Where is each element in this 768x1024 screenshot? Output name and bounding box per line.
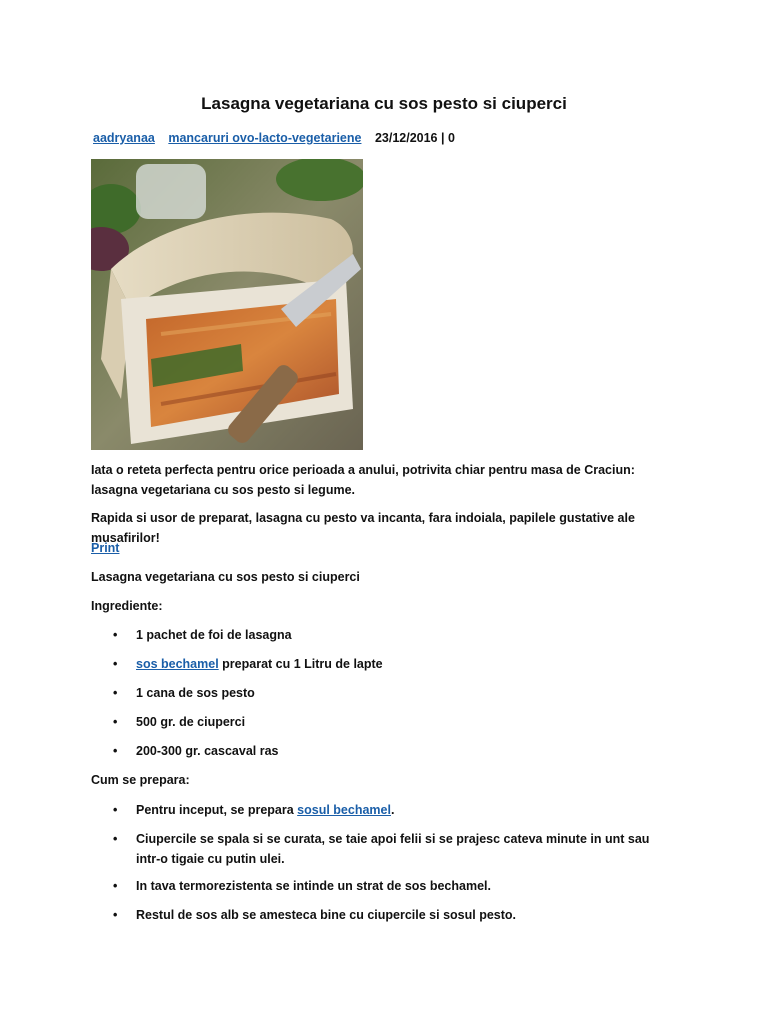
bullet: • [113, 832, 118, 846]
method-heading: Cum se prepara: [91, 773, 190, 787]
ingredient-text: 1 cana de sos pesto [136, 686, 255, 700]
step-text-end: . [390, 803, 395, 817]
meta-separator: | [441, 131, 445, 145]
sosul-bechamel-link[interactable]: sosul bechamel [297, 803, 391, 817]
bullet: • [113, 744, 118, 758]
tagline-paragraph: Rapida si usor de preparat, lasagna cu pesto va incanta, fara indoiala, papilele gustative ale musafirilor! [91, 511, 635, 545]
category-link[interactable]: mancaruri ovo-lacto-vegetariene [168, 131, 362, 145]
recipe-title: Lasagna vegetariana cu sos pesto si ciuperci [91, 570, 360, 584]
sos-bechamel-link[interactable]: sos bechamel [136, 657, 219, 671]
author-link[interactable]: aadryanaa [93, 131, 155, 145]
bullet: • [113, 879, 118, 893]
print-link[interactable]: Print [91, 541, 120, 555]
ingredient-text: preparat cu 1 Litru de lapte [218, 657, 383, 671]
step-text: Pentru inceput, se prepara [136, 803, 298, 817]
ingredient-text: 500 gr. de ciuperci [136, 715, 246, 729]
lasagna-photo [91, 159, 363, 450]
bullet: • [113, 803, 118, 817]
step-text: Restul de sos alb se amesteca bine cu ciupercile si sosul pesto. [136, 908, 517, 922]
intro-paragraph: Iata o reteta perfecta pentru orice perioada a anului, potrivita chiar pentru masa de Craciun: lasagna vegetariana cu sos pesto si legume. [91, 463, 635, 497]
bullet: • [113, 908, 118, 922]
bullet: • [113, 686, 118, 700]
print-row [91, 538, 681, 558]
lasagna-photo-image [91, 159, 363, 450]
bullet: • [113, 628, 118, 642]
step-text: In tava termorezistenta se intinde un strat de sos bechamel. [136, 879, 491, 893]
bullet: • [113, 657, 118, 671]
ingredient-text: 200-300 gr. cascaval ras [136, 744, 279, 758]
bullet: • [113, 715, 118, 729]
page-title: Lasagna vegetariana cu sos pesto si ciuperci [201, 94, 567, 113]
comment-count: 0 [447, 131, 455, 145]
ingredients-heading: Ingrediente: [91, 599, 163, 613]
ingredient-text: 1 pachet de foi de lasagna [136, 628, 292, 642]
step-text: Ciupercile se spala si se curata, se taie apoi felii si se prajesc cateva minute in unt sau intr-o tigaie cu putin ulei. [136, 832, 650, 866]
post-meta [93, 131, 455, 145]
post-date: 23/12/2016 [374, 131, 438, 145]
